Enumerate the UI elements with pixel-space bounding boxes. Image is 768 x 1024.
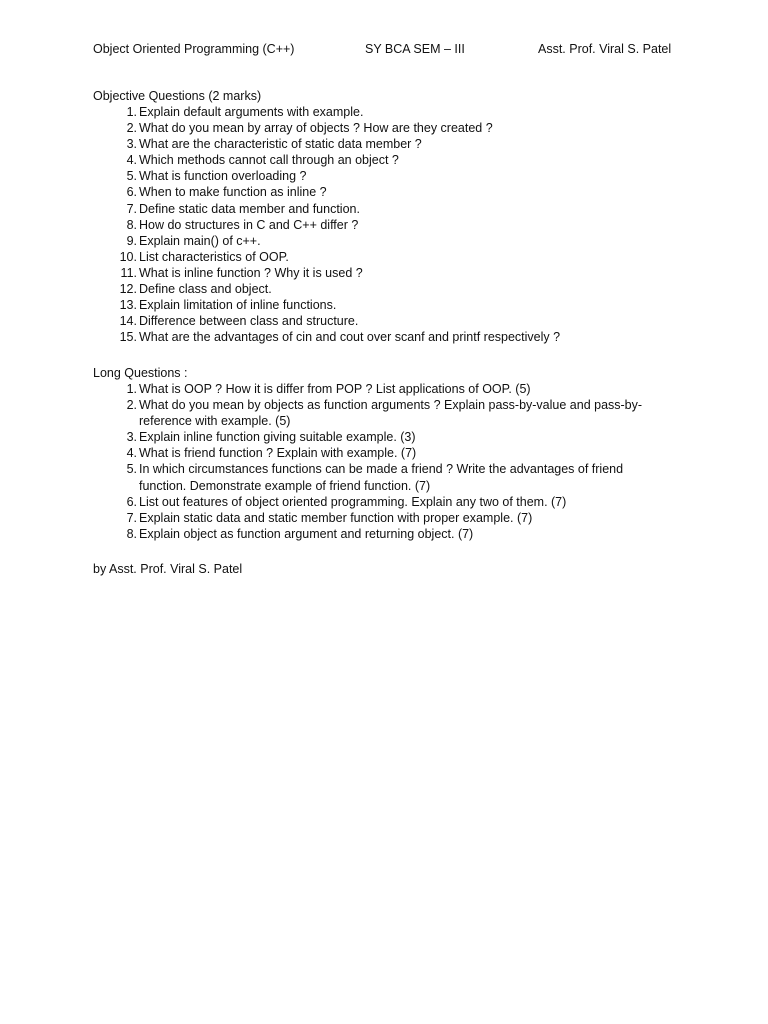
item-number: 11.	[120, 265, 137, 280]
list-item	[93, 381, 673, 397]
item-number: 5.	[126, 169, 137, 184]
item-number: 8.	[126, 217, 137, 232]
list-item	[93, 217, 673, 233]
objective-questions-section	[93, 88, 673, 345]
list-item	[93, 429, 673, 445]
question-text: Explain inline function giving suitable example. (3)	[139, 430, 416, 445]
question-text: What is function overloading ?	[139, 169, 307, 184]
question-text: When to make function as inline ?	[139, 185, 327, 200]
question-text: function. Demonstrate example of friend function. (7)	[139, 478, 431, 493]
class-semester: SY BCA SEM – III	[365, 42, 465, 56]
question-text: Explain default arguments with example.	[139, 105, 364, 119]
list-item	[93, 281, 673, 297]
item-number: 14.	[119, 314, 137, 329]
question-text: Explain object as function argument and returning object. (7)	[139, 526, 474, 541]
item-number: 2.	[126, 121, 137, 136]
question-text: List characteristics of OOP.	[139, 249, 289, 264]
question-text: What is friend function ? Explain with example. (7)	[139, 446, 417, 461]
list-item	[93, 494, 673, 510]
list-item	[93, 136, 673, 152]
list-item	[93, 104, 673, 120]
list-item	[93, 329, 673, 345]
question-text: List out features of object oriented programming. Explain any two of them. (7)	[139, 494, 567, 509]
list-item	[93, 249, 673, 265]
item-number: 4.	[126, 446, 137, 461]
question-text: Difference between class and structure.	[139, 314, 359, 329]
item-number: 1.	[126, 105, 137, 119]
question-text: What do you mean by objects as function arguments ? Explain pass-by-value and pass-by-	[139, 398, 643, 413]
question-text: Define static data member and function.	[139, 201, 360, 216]
list-item	[93, 168, 673, 184]
item-number: 13.	[119, 298, 137, 313]
footer-signature: by Asst. Prof. Viral S. Patel	[93, 562, 243, 576]
question-text: What is inline function ? Why it is used ?	[139, 265, 363, 280]
item-number: 9.	[126, 233, 137, 248]
list-item	[93, 201, 673, 217]
list-item	[93, 397, 673, 429]
item-number: 6.	[126, 494, 137, 509]
list-item	[93, 233, 673, 249]
question-text: What is OOP ? How it is differ from POP ? List applications of OOP. (5)	[139, 382, 531, 396]
question-text: In which circumstances functions can be made a friend ? Write the advantages of friend	[139, 462, 624, 477]
question-list	[93, 381, 673, 542]
course-title: Object Oriented Programming (C++)	[93, 42, 295, 56]
list-item	[93, 526, 673, 542]
item-number: 5.	[126, 462, 137, 477]
list-item	[93, 184, 673, 200]
question-list	[93, 104, 673, 345]
question-text: Define class and object.	[139, 282, 272, 297]
item-number: 4.	[126, 153, 137, 168]
page-header	[93, 42, 683, 60]
list-item	[93, 120, 673, 136]
question-text: What are the characteristic of static data member ?	[139, 137, 422, 152]
item-number: 8.	[126, 526, 137, 541]
item-number: 6.	[126, 185, 137, 200]
question-text: What do you mean by array of objects ? How are they created ?	[139, 121, 493, 136]
section-title: Long Questions :	[93, 366, 188, 380]
long-questions-section	[93, 365, 673, 542]
header-author: Asst. Prof. Viral S. Patel	[538, 42, 672, 56]
item-number: 15.	[119, 330, 137, 345]
question-text: reference with example. (5)	[139, 414, 291, 429]
list-item	[93, 510, 673, 526]
list-item	[93, 461, 673, 493]
question-text: How do structures in C and C++ differ ?	[139, 217, 359, 232]
list-item	[93, 313, 673, 329]
section-title: Objective Questions (2 marks)	[93, 89, 262, 103]
question-text: Explain limitation of inline functions.	[139, 298, 337, 313]
list-item	[93, 297, 673, 313]
item-number: 7.	[126, 510, 137, 525]
item-number: 10.	[119, 249, 137, 264]
question-text: Which methods cannot call through an object ?	[139, 153, 399, 168]
question-text: What are the advantages of cin and cout over scanf and printf respectively ?	[139, 330, 561, 345]
question-text: Explain main() of c++.	[139, 233, 261, 248]
question-text: Explain static data and static member function with proper example. (7)	[139, 510, 533, 525]
item-number: 1.	[126, 382, 137, 396]
item-number: 3.	[126, 430, 137, 445]
list-item	[93, 152, 673, 168]
list-item	[93, 445, 673, 461]
item-number: 7.	[126, 201, 137, 216]
list-item	[93, 265, 673, 281]
item-number: 3.	[126, 137, 137, 152]
item-number: 2.	[126, 398, 137, 413]
item-number: 12.	[119, 282, 137, 297]
